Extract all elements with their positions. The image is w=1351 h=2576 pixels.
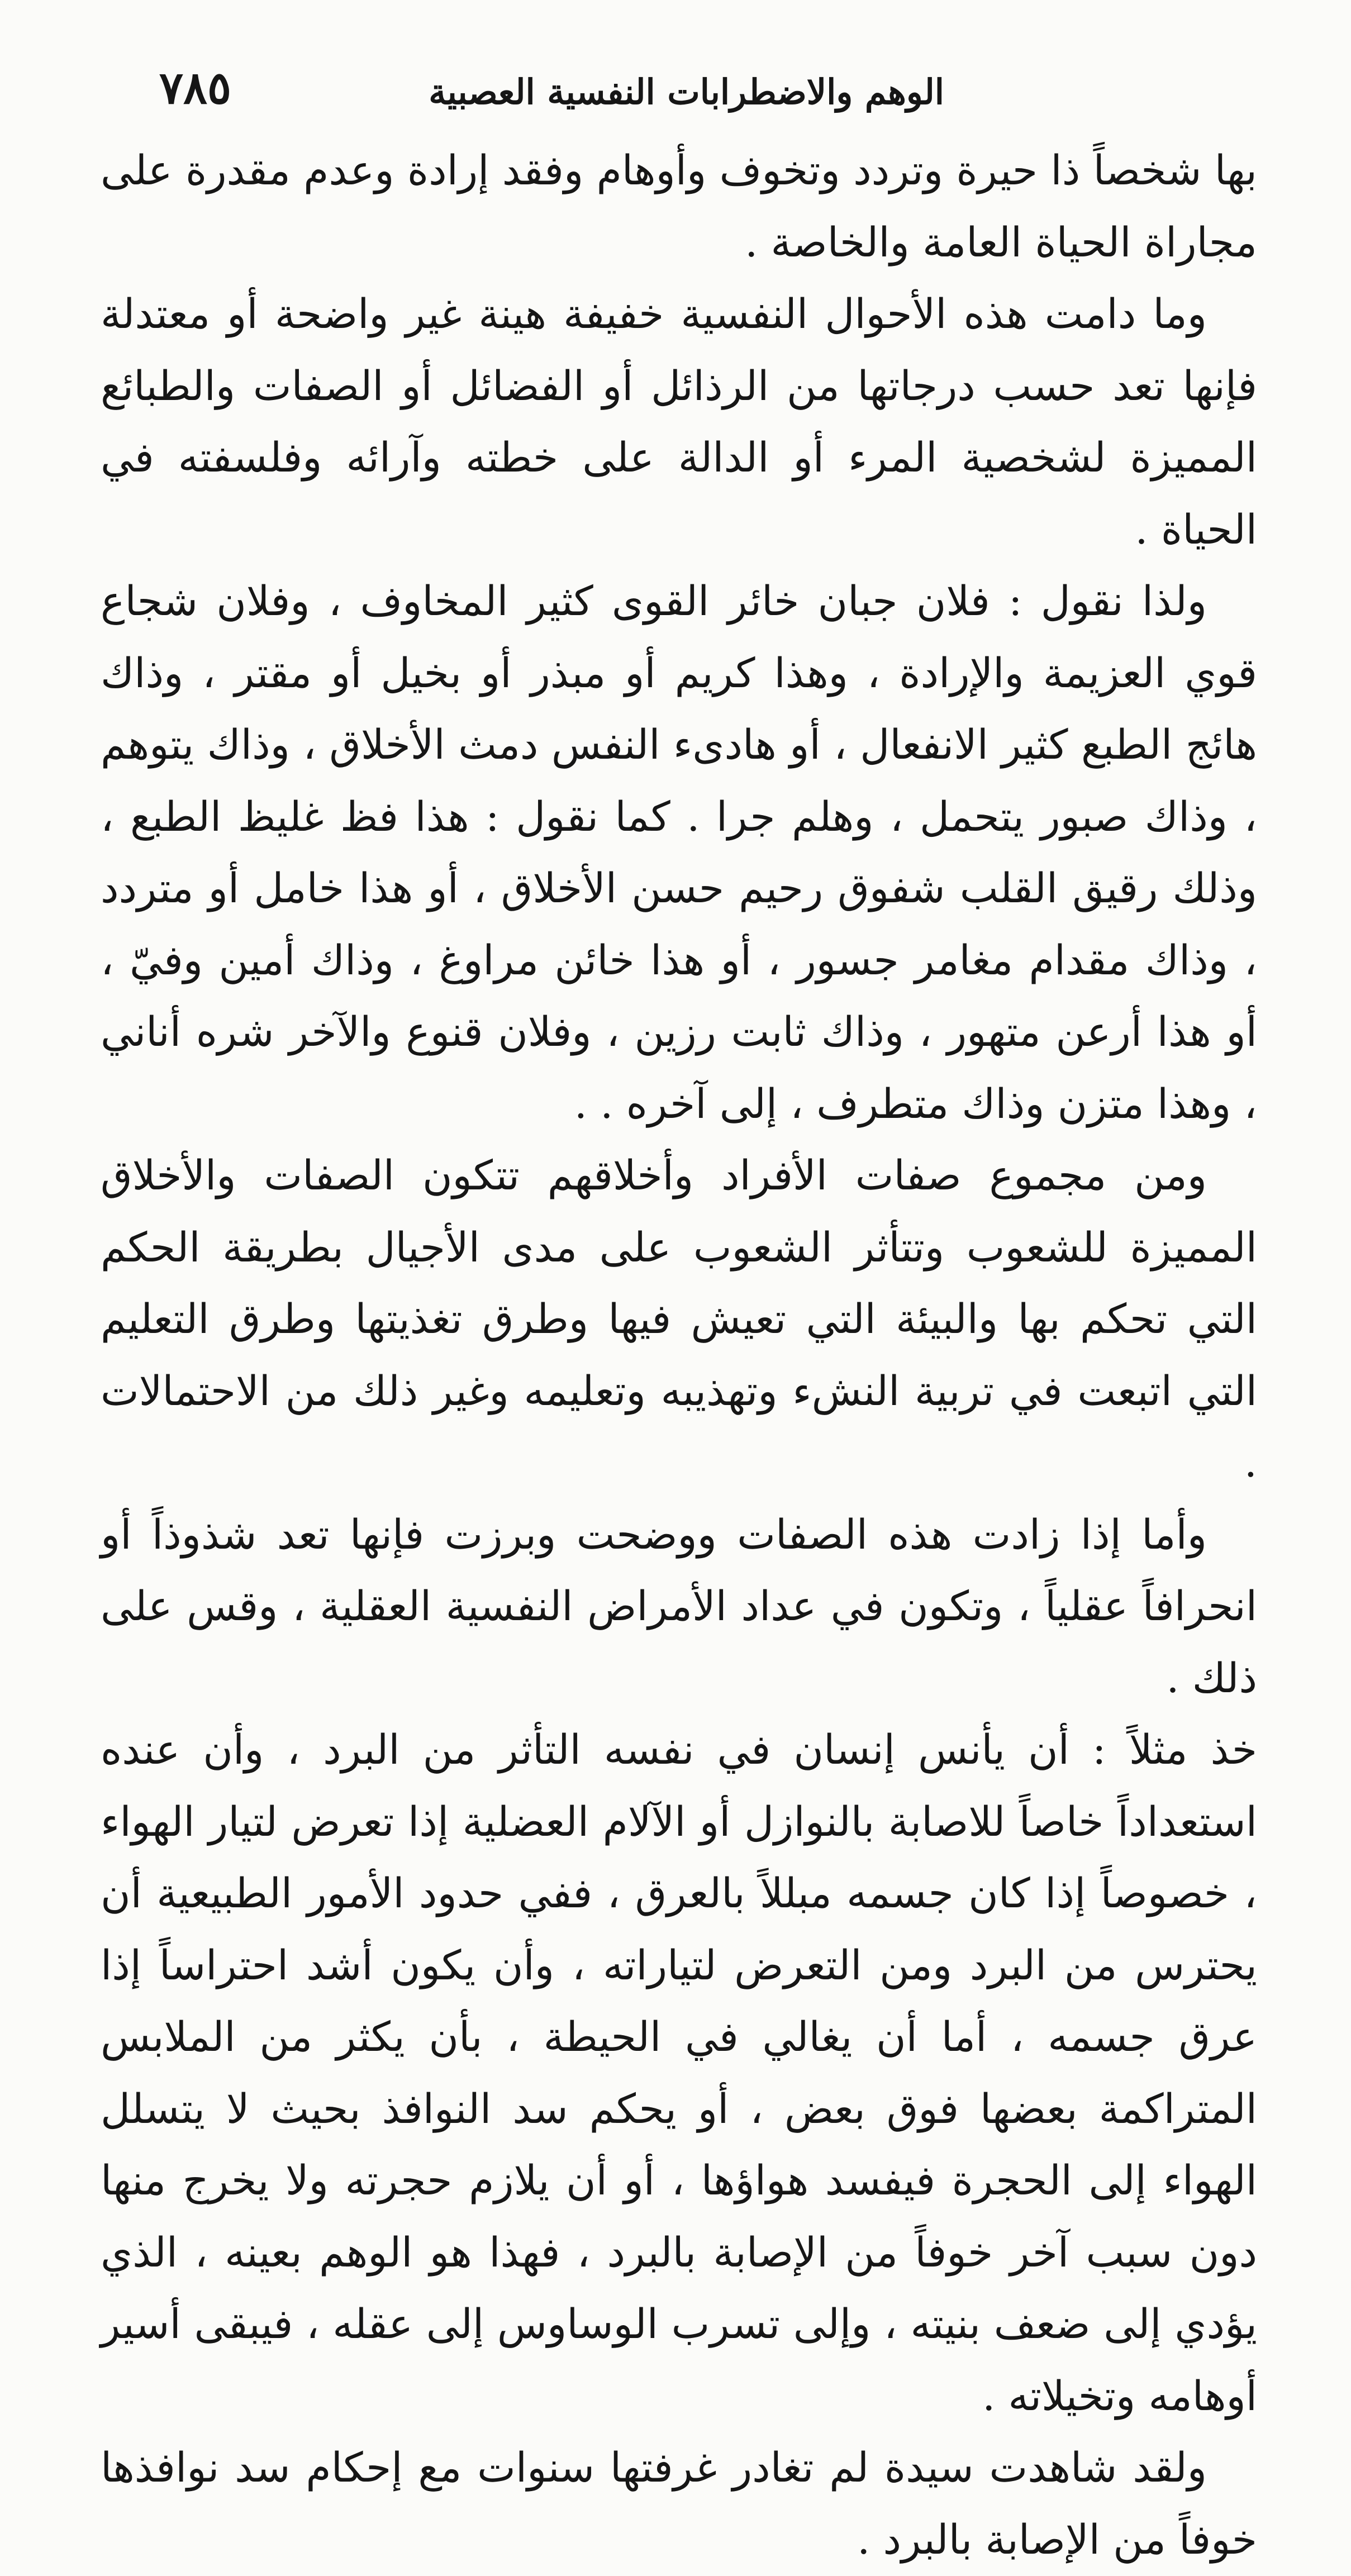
page-header (101, 61, 1257, 128)
paragraph: خذ مثلاً : أن يأنس إنسان في نفسه التأثر من البرد ، وأن عنده استعداداً خاصاً للاصابة بالنوازل أو الآلام العضلية إذا تعرض لتيار الهواء ، خصوصاً إذا كان جسمه مبللاً بالعرق ، ففي حدود الأمور الطبيعية أن يحترس من البرد ومن التعرض لتياراته ، وأن يكون أشد احتراساً إذا عرق جسمه ، أما أن يغالي في الحيطة ، بأن يكثر من الملابس المتراكمة بعضها فوق بعض ، أو يحكم سد النوافذ بحيث لا يتسلل الهواء إلى الحجرة فيفسد هواؤها ، أو أن يلازم حجرته ولا يخرج منها دون سبب آخر خوفاً من الإصابة بالبرد ، فهذا هو الوهم بعينه ، الذي يؤدي إلى ضعف بنيته ، وإلى تسرب الوساوس إلى عقله ، فيبقى أسير أوهامه وتخيلاته . (101, 1726, 1257, 2420)
paragraph: ولذا نقول : فلان جبان خائر القوى كثير المخاوف ، وفلان شجاع قوي العزيمة والإرادة ، وهذا كريم أو مبذر أو بخيل أو مقتر ، وذاك هائج الطبع كثير الانفعال ، أو هادىء النفس دمث الأخلاق ، وذاك يتوهم ، وذاك صبور يتحمل ، وهلم جرا . كما نقول : هذا فظ غليظ الطبع ، وذلك رقيق القلب شفوق رحيم حسن الأخلاق ، أو هذا خامل أو متردد ، وذاك مقدام مغامر جسور ، أو هذا خائن مراوغ ، وذاك أمين وفيّ ، أو هذا أرعن متهور ، وذاك ثابت رزين ، وفلان قنوع والآخر شره أناني ، وهذا متزن وذاك متطرف ، إلى آخره . . (101, 578, 1257, 1128)
paragraph: وأما إذا زادت هذه الصفات ووضحت وبرزت فإنها تعد شذوذاً أو انحرافاً عقلياً ، وتكون في عداد الأمراض النفسية العقلية ، وقس على ذلك . (101, 1511, 1257, 1702)
body-text (101, 135, 1257, 2576)
page-number: ٧٨٥ (159, 61, 231, 114)
paragraph: ولقد شاهدت سيدة لم تغادر غرفتها سنوات مع إحكام سد نوافذها خوفاً من الإصابة بالبرد . (101, 2444, 1257, 2564)
paragraph: بها شخصاً ذا حيرة وتردد وتخوف وأوهام وفقد إرادة وعدم مقدرة على مجاراة الحياة العامة والخاصة . (101, 147, 1257, 266)
running-title: الوهم والاضطرابات النفسية العصبية (429, 72, 944, 112)
paragraph: ومن مجموع صفات الأفراد وأخلاقهم تتكون الصفات والأخلاق المميزة للشعوب وتتأثر الشعوب على مدى الأجيال بطريقة الحكم التي تحكم بها والبيئة التي تعيش فيها وطرق تغذيتها وطرق التعليم التي اتبعت في تربية النشء وتهذيبه وتعليمه وغير ذلك من الاحتمالات . (101, 1152, 1257, 1487)
book-page (101, 61, 1257, 2564)
paragraph: وما دامت هذه الأحوال النفسية خفيفة هينة غير واضحة أو معتدلة فإنها تعد حسب درجاتها من الرذائل أو الفضائل أو الصفات والطبائع المميزة لشخصية المرء أو الدالة على خطته وآرائه وفلسفته في الحياة . (101, 291, 1257, 554)
